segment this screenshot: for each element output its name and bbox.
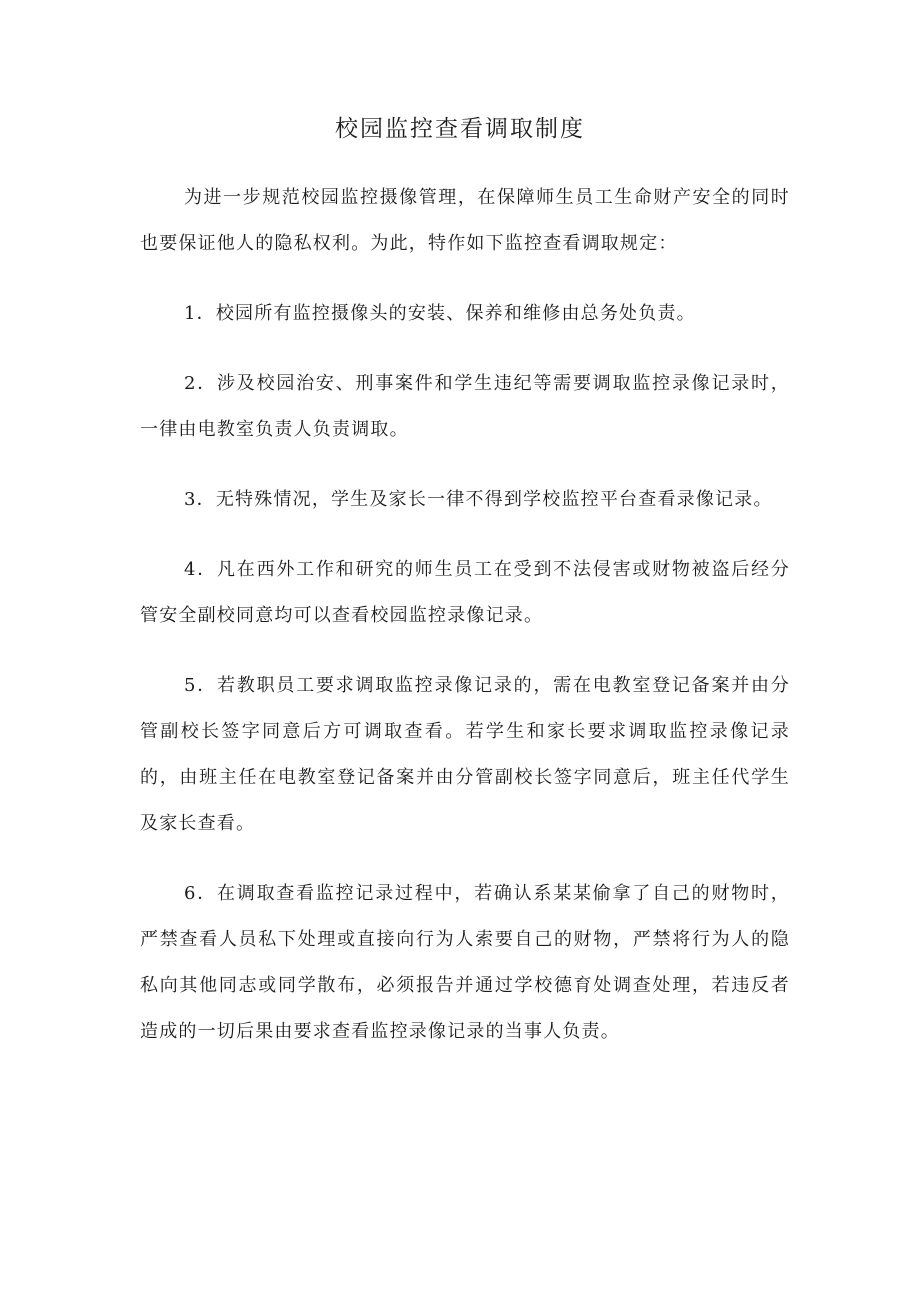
- intro-paragraph: 为进一步规范校园监控摄像管理，在保障师生员工生命财产安全的同时也要保证他人的隐私权利。为此，特作如下监控查看调取规定：: [140, 187, 790, 254]
- rule-6-paragraph: 6．在调取查看监控记录过程中，若确认系某某偷拿了自己的财物时，严禁查看人员私下处理或直接向行为人索要自己的财物，严禁将行为人的隐私向其他同志或同学散布，必须报告并通过学校德育处调查处理，若违反者造成的一切后果由要求查看监控录像记录的当事人负责。: [140, 883, 790, 1042]
- rule-2-paragraph: 2．涉及校园治安、刑事案件和学生违纪等需要调取监控录像记录时，一律由电教室负责人负责调取。: [140, 373, 790, 440]
- rule-3-paragraph: 3．无特殊情况，学生及家长一律不得到学校监控平台查看录像记录。: [184, 489, 773, 510]
- document-title: 校园监控查看调取制度: [335, 116, 585, 142]
- rule-1-paragraph: 1．校园所有监控摄像头的安装、保养和维修由总务处负责。: [184, 303, 696, 324]
- rule-4-paragraph: 4．凡在西外工作和研究的师生员工在受到不法侵害或财物被盗后经分管安全副校同意均可以查看校园监控录像记录。: [140, 559, 790, 626]
- rule-5-paragraph: 5．若教职员工要求调取监控录像记录的，需在电教室登记备案并由分管副校长签字同意后方可调取查看。若学生和家长要求调取监控录像记录的，由班主任在电教室登记备案并由分管副校长签字同意后，班主任代学生及家长查看。: [140, 675, 790, 834]
